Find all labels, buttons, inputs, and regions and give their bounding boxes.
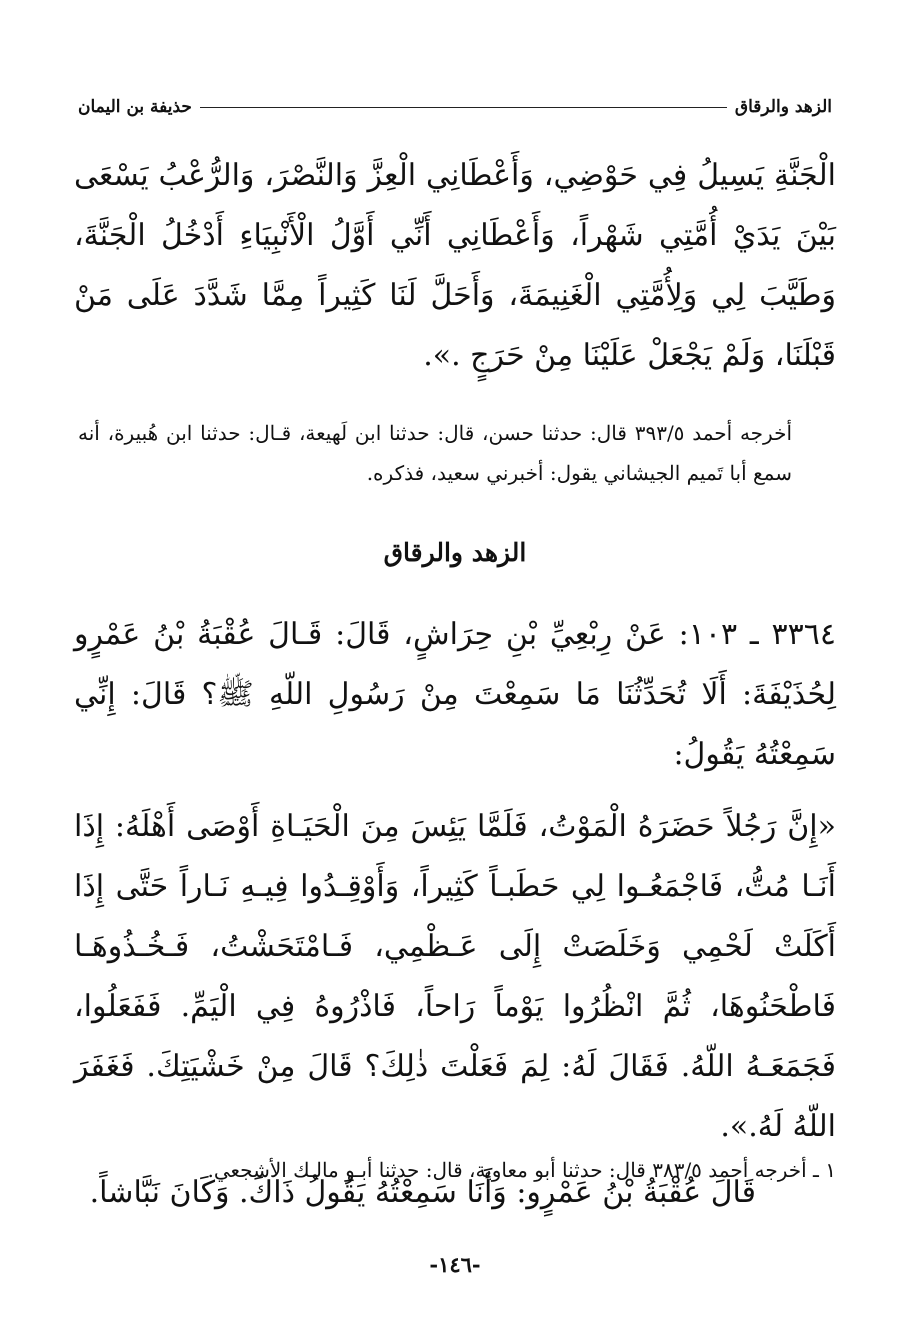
footnote-top-block <box>78 413 792 493</box>
hadith-intro: ٣٣٦٤ ـ ١٠٣: عَنْ رِبْعِيِّ بْنِ حِرَاشٍ، قَالَ: قَـالَ عُقْبَةُ بْنُ عَمْرٍو لِحُذَيْفَةَ: أَلَا تُحَدِّثُنَا مَا سَمِعْتَ مِنْ رَسُولِ اللّهِ ﷺ؟ قَالَ: إِنِّي سَمِعْتُهُ يَقُولُ: <box>74 617 836 772</box>
hadith-body: «إِنَّ رَجُلاً حَضَرَهُ الْمَوْتُ، فَلَمَّا يَئِسَ مِنَ الْحَيَـاةِ أَوْصَى أَهْلَهُ: إِذَا أَنَـا مُتُّ، فَاجْمَعُـوا لِي حَطَبـاً كَثِيراً، وَأَوْقِـدُوا فِيـهِ نَـاراً حَتَّى إِذَا أَكَلَتْ لَحْمِي وَخَلَصَتْ إِلَى عَـظْمِي، فَـامْتَحَشْتُ، فَـخُـذُوهَـا فَاطْحَنُوهَا، ثُمَّ انْظُرُوا يَوْماً رَاحاً، فَاذْرُوهُ فِي الْيَمِّ. فَفَعَلُوا، فَجَمَعَـهُ اللّهُ. فَقَالَ لَهُ: لِمَ فَعَلْتَ ذٰلِكَ؟ قَالَ مِنْ خَشْيَتِكَ. فَغَفَرَ اللّهُ لَهُ.». <box>74 809 836 1144</box>
header-section-title: حذيفة بن اليمان <box>78 97 192 117</box>
footnote-top: أخرجه أحمد ٣٩٣/٥ قال: حدثنا حسن، قال: حدثنا ابن لَهيعة، قـال: حدثنا ابن هُبيرة، أنه سمع أبا تَميم الجيشاني يقول: أخبرني سعيد، فذكره. <box>78 421 792 485</box>
top-paragraph-block <box>74 146 836 386</box>
page-number: -١٤٦- <box>429 1252 481 1277</box>
section-title: الزهد والرقاق <box>383 538 527 567</box>
header-chapter-title: الزهد والرقاق <box>734 97 832 117</box>
running-header <box>78 92 832 122</box>
hadith-closing: قَالَ عُقْبَةُ بْنُ عَمْرٍو: وَأَنَا سَمِعْتُهُ يَقُولُ ذَاكَ. وَكَانَ نَبَّاشاً. <box>89 1175 756 1210</box>
footnote-bottom: ١ ـ أخرجه أحمد ٣٨٣/٥ قال: حدثنا أبو معاوية، قال: حدثنا أبـو مالـك الأشجعي. <box>207 1158 836 1182</box>
hadith-block <box>74 605 836 1223</box>
footnote-bottom-block <box>74 1150 836 1190</box>
header-rule <box>200 107 727 108</box>
top-paragraph: الْجَنَّةِ يَسِيلُ فِي حَوْضِي، وَأَعْطَانِي الْعِزَّ وَالنَّصْرَ، وَالرُّعْبُ يَسْعَى بَيْنَ يَدَيْ أُمَّتِي شَهْراً، وَأَعْطَانِي أَنِّي أَوَّلُ الْأَنْبِيَاءِ أَدْخُلُ الْجَنَّةَ، وَطَيَّبَ لِي وَلِأُمَّتِي الْغَنِيمَةَ، وَأَحَلَّ لَنَا كَثِيراً مِمَّا شَدَّدَ عَلَى مَنْ قَبْلَنَا، وَلَمْ يَجْعَلْ عَلَيْنَا مِنْ حَرَجٍ .». <box>74 158 836 373</box>
